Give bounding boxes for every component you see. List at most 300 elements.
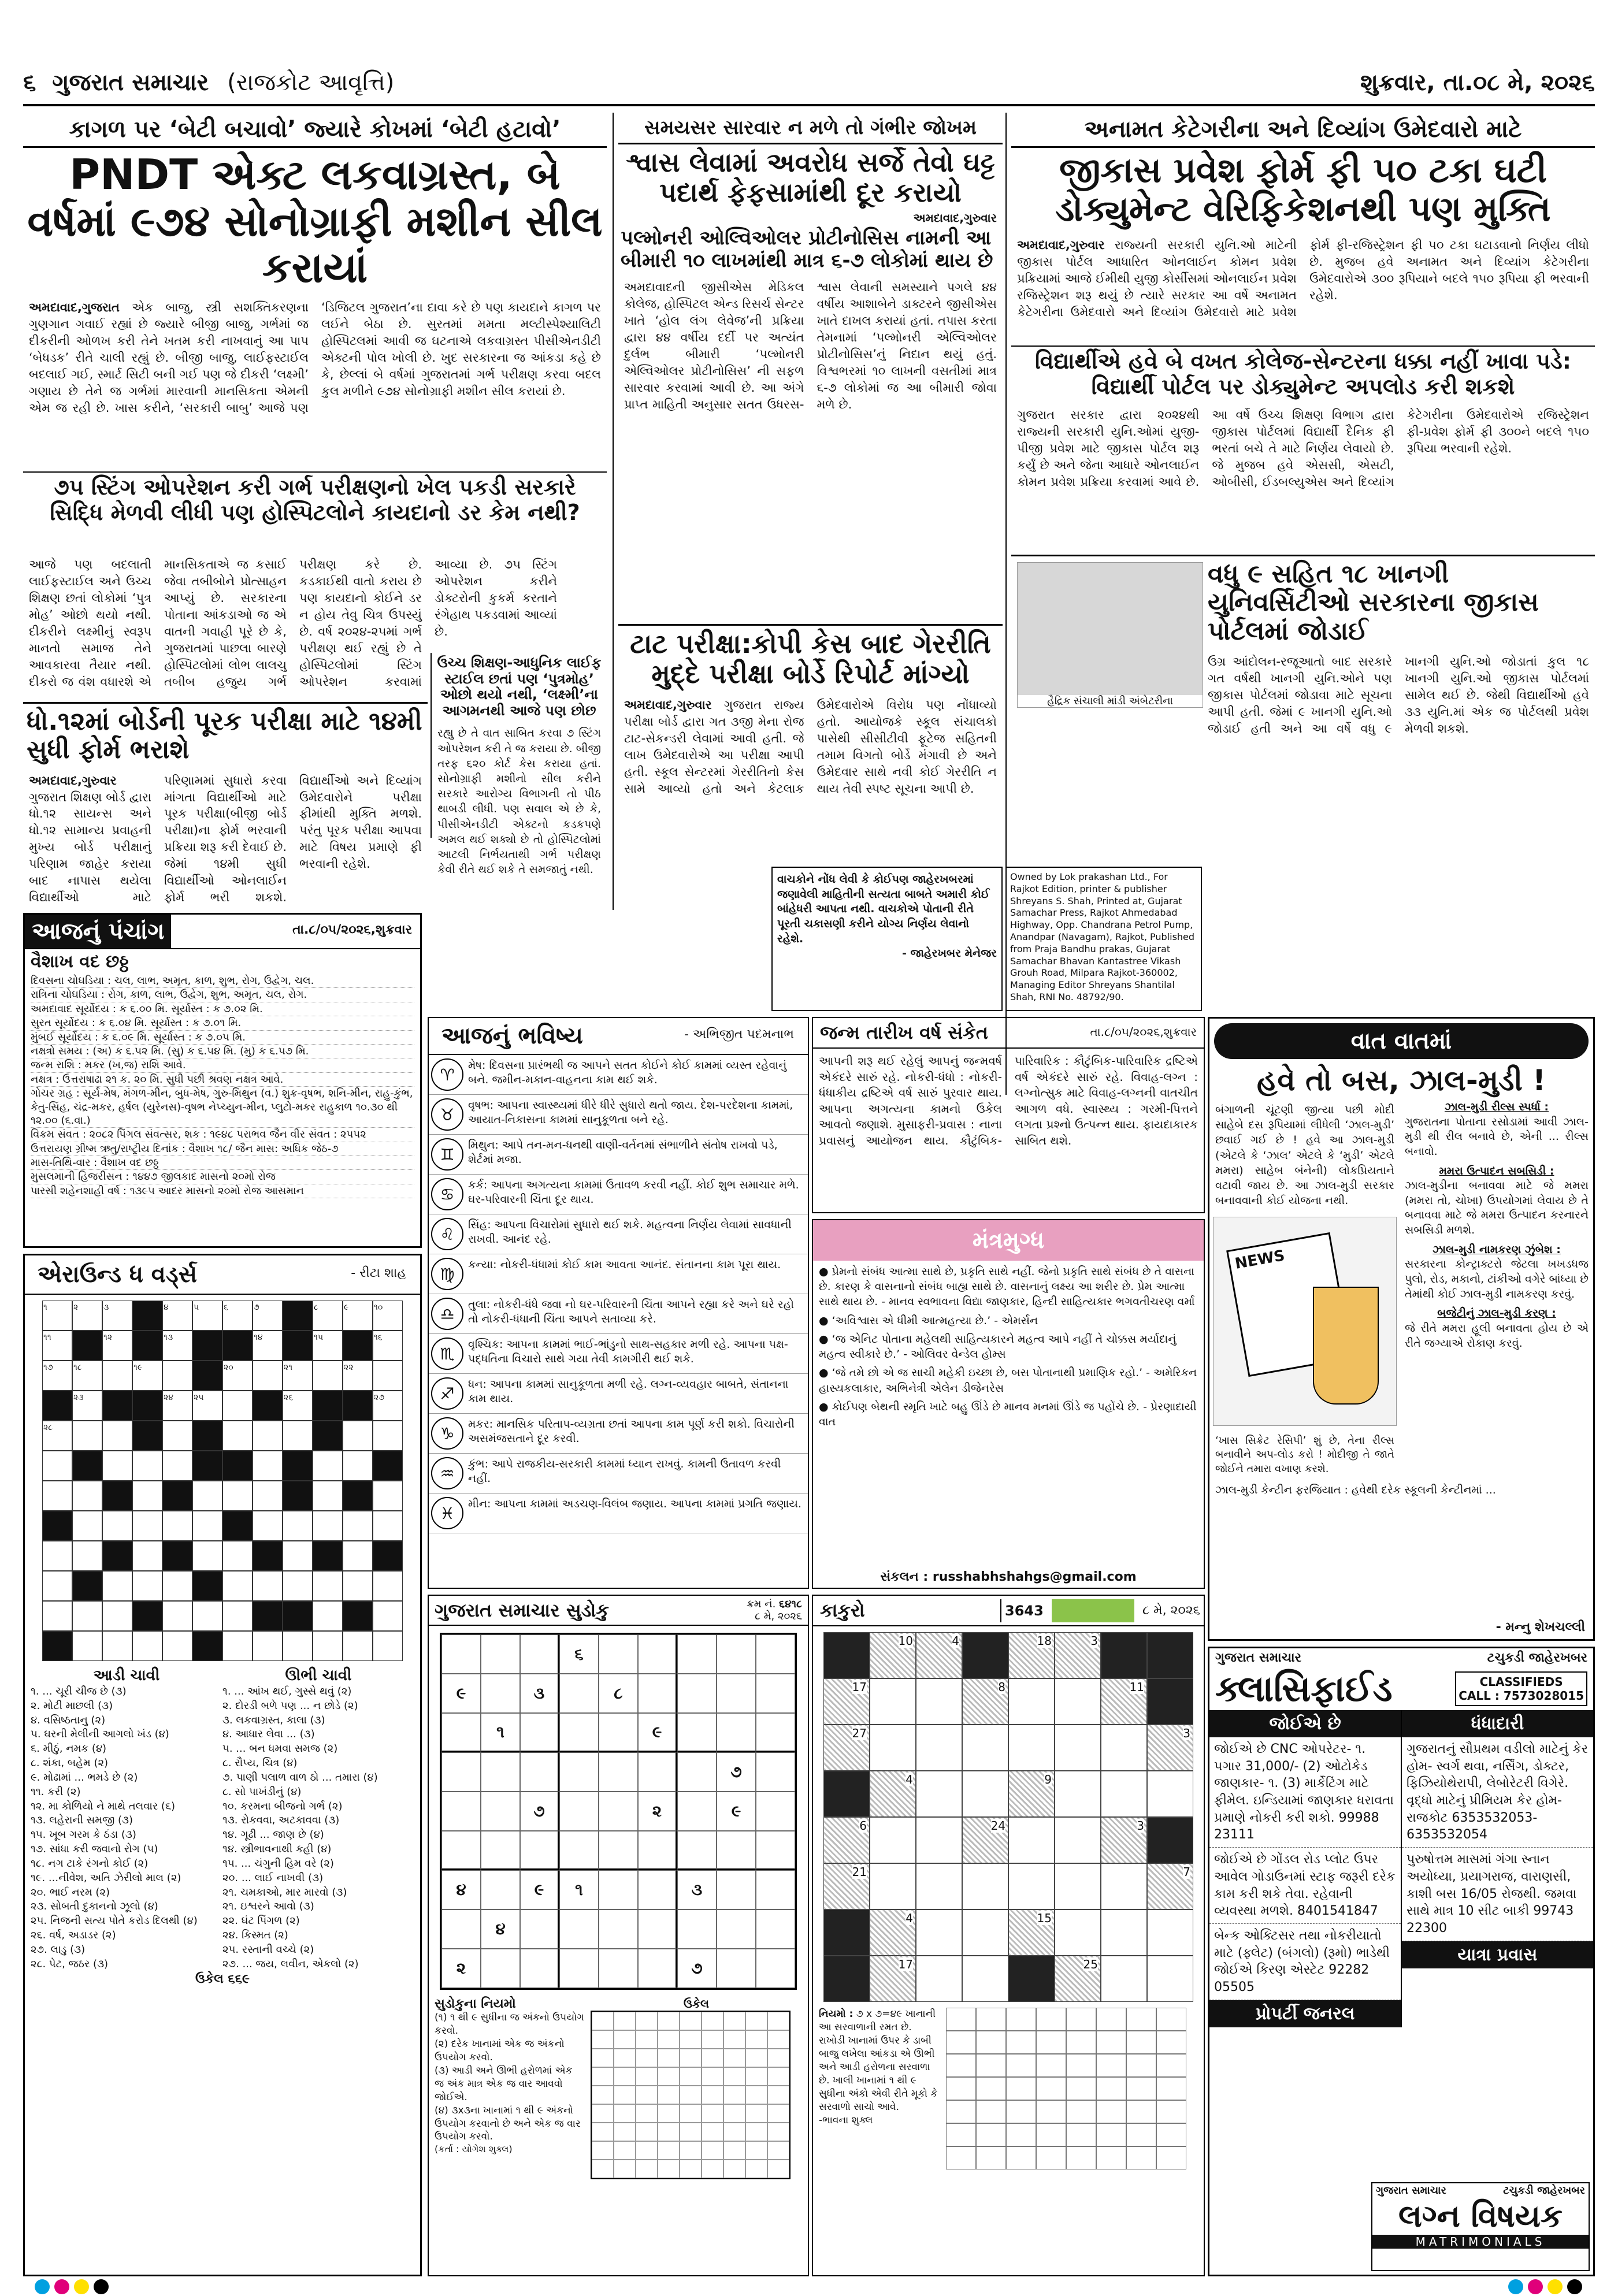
crossword-cell[interactable] — [343, 1631, 373, 1661]
sudoku-cell[interactable]: ૭ — [717, 1752, 756, 1792]
clue-across: ૨૮. પેટ, જઠર (૩) — [31, 1957, 109, 1970]
sudoku-cell[interactable] — [638, 1870, 677, 1909]
crossword-cell[interactable] — [162, 1361, 192, 1391]
sudoku-cell[interactable] — [559, 1752, 599, 1792]
crossword-cell[interactable] — [283, 1541, 313, 1571]
crossword-cell[interactable] — [373, 1301, 403, 1331]
kakuro-cell[interactable] — [962, 1725, 1008, 1771]
kakuro-solution-cell — [1036, 2054, 1066, 2077]
solution-cell — [680, 2030, 702, 2049]
crossword-cell[interactable] — [162, 1421, 192, 1451]
crossword-cell[interactable] — [72, 1511, 102, 1541]
crossword-cell[interactable] — [132, 1451, 162, 1481]
crossword-cell[interactable] — [192, 1541, 222, 1571]
sudoku-cell[interactable] — [599, 1909, 638, 1949]
clue-across: ૧૨. મા કોળિયો ને માથે તલવાર (૬) — [31, 1800, 176, 1812]
kakuro-bar — [1052, 1599, 1134, 1622]
masthead — [0, 0, 1618, 110]
crossword-cell[interactable] — [102, 1571, 132, 1601]
crossword-cell[interactable] — [222, 1301, 253, 1331]
zodiac-icon: ♎ — [431, 1298, 463, 1330]
lagna-en: MATRIMONIALS — [1372, 2235, 1589, 2249]
kakuro-cell[interactable] — [1008, 1725, 1055, 1771]
sudoku-cell[interactable] — [756, 1949, 795, 1988]
mantra-contact[interactable]: russhabhshahgs@gmail.com — [932, 1570, 1137, 1584]
crossword-cell[interactable] — [343, 1301, 373, 1331]
sudoku-cell[interactable] — [441, 1634, 481, 1674]
sudoku-cell[interactable]: ૪ — [441, 1870, 481, 1909]
crossword-cell[interactable] — [343, 1421, 373, 1451]
sudoku-cell[interactable] — [559, 1949, 599, 1988]
crossword-cell[interactable] — [102, 1631, 132, 1661]
zodiac-icon: ♉ — [431, 1098, 463, 1131]
kakuro-cell[interactable] — [1147, 1771, 1193, 1817]
sudoku-cell[interactable] — [559, 1909, 599, 1949]
crossword-cell[interactable] — [313, 1631, 343, 1661]
kakuro-solution-cell — [1156, 2100, 1186, 2123]
sudoku-cell[interactable] — [481, 1870, 520, 1909]
kakuro-cell[interactable] — [1101, 1909, 1147, 1956]
crossword-cell[interactable] — [162, 1451, 192, 1481]
crossword-cell[interactable] — [162, 1511, 192, 1541]
crossword-cell[interactable] — [343, 1511, 373, 1541]
reg-mark — [74, 2279, 89, 2294]
sudoku-cell[interactable] — [756, 1713, 795, 1752]
sudoku-cell[interactable] — [717, 1831, 756, 1870]
sudoku-cell[interactable] — [638, 1909, 677, 1949]
crossword-cell[interactable] — [42, 1451, 72, 1481]
crossword-cell[interactable] — [373, 1631, 403, 1661]
kakuro-cell[interactable] — [962, 1771, 1008, 1817]
crossword-cell[interactable] — [222, 1631, 253, 1661]
crossword-cell[interactable] — [343, 1361, 373, 1391]
cell-number: ૧ — [43, 1303, 47, 1312]
crossword-cell — [283, 1481, 313, 1511]
crossword-grid[interactable] — [42, 1301, 403, 1661]
solution-cell — [723, 2012, 745, 2030]
clue-down: ૧૦. કરમના બીજનો ગર્ભ (૨) — [222, 1800, 343, 1812]
kakuro-solution-cell — [1006, 2100, 1036, 2123]
kakuro-solution-cell — [1066, 2008, 1096, 2031]
crossword-cell[interactable] — [283, 1361, 313, 1391]
crossword-cell[interactable] — [42, 1421, 72, 1451]
crossword-cell[interactable] — [132, 1361, 162, 1391]
crossword-cell[interactable] — [313, 1451, 343, 1481]
sudoku-cell[interactable] — [520, 1634, 559, 1674]
sudoku-cell[interactable] — [599, 1949, 638, 1988]
crossword-cell[interactable] — [373, 1481, 403, 1511]
sudoku-cell[interactable]: ૬ — [559, 1634, 599, 1674]
kakuro-cell[interactable] — [1055, 1725, 1101, 1771]
jobs-list — [1209, 1737, 1401, 2000]
crossword-cell[interactable] — [72, 1481, 102, 1511]
solution-cell — [636, 2067, 658, 2086]
kakuro-cell[interactable] — [962, 1909, 1008, 1956]
crossword-cell[interactable] — [222, 1571, 253, 1601]
sudoku-cell[interactable] — [520, 1831, 559, 1870]
dateline: અમદાવાદ,ગુરુવાર — [29, 773, 117, 787]
kakuro-solution-cell — [1006, 2031, 1036, 2054]
kakuro-cell[interactable] — [1055, 1771, 1101, 1817]
story-private-univ — [1011, 555, 1595, 867]
kakuro-cell[interactable] — [1101, 1863, 1147, 1909]
crossword-cell[interactable] — [313, 1331, 343, 1361]
kakuro-solution-cell — [1126, 2146, 1156, 2169]
crossword-cell[interactable] — [373, 1571, 403, 1601]
sudoku-cell[interactable] — [677, 1713, 717, 1752]
kakuro-cell[interactable] — [962, 1956, 1008, 2002]
crossword-cell[interactable] — [283, 1631, 313, 1661]
crossword-cell[interactable] — [132, 1511, 162, 1541]
crossword-cell[interactable] — [343, 1451, 373, 1481]
crossword-cell[interactable] — [192, 1391, 222, 1421]
sudoku-cell[interactable] — [638, 1949, 677, 1988]
sudoku-cell[interactable]: ૩ — [520, 1674, 559, 1713]
sudoku-cell[interactable] — [520, 1713, 559, 1752]
crossword-cell[interactable] — [373, 1331, 403, 1361]
sudoku-cell[interactable] — [756, 1792, 795, 1831]
crossword-cell[interactable] — [313, 1511, 343, 1541]
crossword-cell[interactable] — [222, 1541, 253, 1571]
sudoku-cell[interactable] — [756, 1634, 795, 1674]
solution-cell — [658, 2067, 680, 2086]
crossword-cell[interactable] — [313, 1301, 343, 1331]
sudoku-cell[interactable] — [756, 1831, 795, 1870]
crossword-cell[interactable] — [132, 1541, 162, 1571]
sudoku-cell[interactable] — [638, 1674, 677, 1713]
sudoku-cell[interactable] — [599, 1792, 638, 1831]
kakuro-cell[interactable] — [916, 1909, 962, 1956]
kakuro-solution-cell — [1066, 2100, 1096, 2123]
crossword-cell[interactable] — [343, 1541, 373, 1571]
kakuro-clue: 4 — [952, 1634, 959, 1648]
crossword-cell[interactable] — [373, 1421, 403, 1451]
crossword-cell[interactable] — [102, 1301, 132, 1331]
sudoku-cell[interactable]: ૯ — [717, 1792, 756, 1831]
solution-cell — [636, 2086, 658, 2104]
sudoku-cell[interactable] — [481, 1949, 520, 1988]
sudoku-cell[interactable] — [638, 1831, 677, 1870]
crossword-cell[interactable] — [253, 1301, 283, 1331]
crossword-cell[interactable] — [102, 1361, 132, 1391]
crossword-cell[interactable] — [222, 1361, 253, 1391]
sudoku-cell[interactable] — [677, 1634, 717, 1674]
solution-cell — [614, 2086, 636, 2104]
clue-across: ૪. વસિષ્ઠતાનુ (૨) — [31, 1714, 106, 1726]
crossword-cell[interactable] — [253, 1331, 283, 1361]
crossword-cell[interactable] — [192, 1601, 222, 1631]
kakuro-cell — [870, 1909, 916, 1956]
sudoku-cell[interactable] — [717, 1949, 756, 1988]
kakuro-grid[interactable] — [823, 1632, 1193, 2002]
sudoku-cell[interactable]: ૨ — [441, 1949, 481, 1988]
cell-number: ૨ — [73, 1303, 79, 1312]
crossword-cell[interactable] — [253, 1361, 283, 1391]
kakuro-cell[interactable] — [1008, 1817, 1055, 1863]
crossword-cell[interactable] — [343, 1571, 373, 1601]
crossword-cell[interactable] — [253, 1451, 283, 1481]
sudoku-number: ૬૪૧૮ — [779, 1598, 802, 1610]
crossword-cell[interactable] — [313, 1601, 343, 1631]
crossword-cell[interactable] — [42, 1481, 72, 1511]
sudoku-cell[interactable] — [717, 1909, 756, 1949]
kakuro-solution-cell — [946, 2008, 976, 2031]
crossword-cell — [313, 1421, 343, 1451]
crossword-cell[interactable] — [162, 1391, 192, 1421]
sudoku-cell[interactable] — [481, 1792, 520, 1831]
crossword-cell — [222, 1451, 253, 1481]
sudoku-cell[interactable] — [481, 1674, 520, 1713]
sudoku-cell[interactable] — [677, 1831, 717, 1870]
sudoku-cell[interactable] — [520, 1909, 559, 1949]
sudoku-cell[interactable]: ૩ — [677, 1870, 717, 1909]
solution-cell — [745, 2067, 767, 2086]
sudoku-cell[interactable] — [481, 1634, 520, 1674]
crossword-cell[interactable] — [72, 1421, 102, 1451]
kakuro-clue: 6 — [859, 1819, 867, 1833]
rashi-list — [429, 1055, 808, 1533]
crossword-cell[interactable] — [132, 1571, 162, 1601]
bhavishya-box — [428, 1017, 809, 1589]
sudoku-cell[interactable]: ૨ — [638, 1792, 677, 1831]
crossword-cell[interactable] — [373, 1511, 403, 1541]
sudoku-brand: ગુજરાત સમાચાર — [435, 1599, 560, 1621]
sudoku-cell[interactable] — [599, 1831, 638, 1870]
rashi-row — [429, 1374, 808, 1414]
solution-cell — [745, 2160, 767, 2178]
kakuro-solution-cell — [1096, 2100, 1126, 2123]
sudoku-cell[interactable] — [677, 1674, 717, 1713]
kakuro-cell[interactable] — [916, 1817, 962, 1863]
crossword-cell[interactable] — [283, 1391, 313, 1421]
sudoku-cell[interactable] — [441, 1792, 481, 1831]
kakuro-cell[interactable] — [1055, 1863, 1101, 1909]
crossword-cell[interactable] — [42, 1331, 72, 1361]
sudoku-cell[interactable] — [599, 1713, 638, 1752]
kakuro-cell[interactable] — [1008, 1678, 1055, 1725]
sudoku-cell[interactable] — [559, 1792, 599, 1831]
crossword-cell[interactable] — [42, 1541, 72, 1571]
crossword-cell[interactable] — [373, 1361, 403, 1391]
sec-business: ધંધાદારી — [1402, 1710, 1593, 1737]
rashi-text: કર્ક: આપના અગત્યના કામમાં ઉતાવળ કરવી નહીં. કોઈ શુભ સમાચાર મળે. ઘર-પરિવારની ચિંતા દૂર થાય. — [468, 1179, 799, 1206]
kakuro-cell[interactable] — [1147, 1909, 1193, 1956]
kakuro-cell[interactable] — [1101, 1771, 1147, 1817]
crossword-cell[interactable] — [373, 1391, 403, 1421]
classified-call[interactable]: CALL : 7573028015 — [1459, 1689, 1584, 1703]
sudoku-rule: (૩) આડી અને ઊભી હરોળમાં એક જ અંક માત્ર એક જ વાર આવવો જોઈએ. — [435, 2064, 573, 2103]
solution-cell — [592, 2141, 614, 2160]
crossword-cell[interactable] — [162, 1301, 192, 1331]
kakuro-solution-cell — [946, 2123, 976, 2146]
sudoku-cell[interactable]: ૯ — [638, 1713, 677, 1752]
solution-cell — [767, 2012, 789, 2030]
crossword-cell[interactable] — [72, 1391, 102, 1421]
crossword-cell[interactable] — [162, 1331, 192, 1361]
crossword-cell[interactable] — [102, 1451, 132, 1481]
panchang-row: મુંબઈ સૂર્યોદય : ક ૬.૦૯ મિ. સૂર્યાસ્ત : ક ૭.૦૫ મિ. — [31, 1031, 414, 1045]
crossword-cell[interactable] — [42, 1571, 72, 1601]
clue-down: ૧૪. ગૂઢી ... જાણ છે (૪) — [222, 1829, 324, 1841]
sudoku-cell[interactable] — [441, 1752, 481, 1792]
solution-cell — [723, 2160, 745, 2178]
crossword-cell[interactable] — [222, 1481, 253, 1511]
sudoku-cell[interactable] — [599, 1752, 638, 1792]
kakuro-clue: 17 — [852, 1680, 867, 1694]
crossword-cell[interactable] — [132, 1631, 162, 1661]
sudoku-grid[interactable] — [440, 1633, 797, 1990]
sudoku-cell[interactable] — [717, 1870, 756, 1909]
crossword-cell[interactable] — [222, 1391, 253, 1421]
sudoku-cell[interactable]: ૧ — [559, 1870, 599, 1909]
crossword-cell[interactable] — [72, 1601, 102, 1631]
sudoku-cell[interactable] — [520, 1949, 559, 1988]
sudoku-cell[interactable] — [441, 1831, 481, 1870]
sudoku-cell[interactable] — [717, 1634, 756, 1674]
clue-across: ૨૫. નિજની સત્ય પોતે કરોડ દિલથી (૪) — [31, 1915, 198, 1927]
kakuro-cell[interactable] — [1055, 1817, 1101, 1863]
crossword-cell[interactable] — [162, 1601, 192, 1631]
kakuro-cell[interactable] — [916, 1863, 962, 1909]
crossword-cell[interactable] — [253, 1571, 283, 1601]
sudoku-cell[interactable] — [481, 1831, 520, 1870]
sudoku-cell[interactable]: ૭ — [677, 1949, 717, 1988]
kakuro-cell[interactable] — [870, 1678, 916, 1725]
kakuro-cell — [870, 1771, 916, 1817]
kakuro-solution-cell — [1066, 2031, 1096, 2054]
crossword-cell[interactable] — [102, 1421, 132, 1451]
sudoku-cell[interactable] — [677, 1792, 717, 1831]
crossword-cell[interactable] — [283, 1421, 313, 1451]
crossword-cell — [253, 1601, 283, 1631]
kakuro-cell[interactable] — [1147, 1956, 1193, 2002]
solution-cell — [745, 2123, 767, 2141]
crossword-cell[interactable] — [132, 1481, 162, 1511]
crossword-cell[interactable] — [283, 1511, 313, 1541]
sudoku-cell[interactable] — [717, 1713, 756, 1752]
kakuro-cell — [1147, 1632, 1193, 1678]
crossword-cell[interactable] — [192, 1301, 222, 1331]
kakuro-cell[interactable] — [870, 1725, 916, 1771]
crossword-cell[interactable] — [102, 1331, 132, 1361]
sudoku-cell[interactable] — [441, 1909, 481, 1949]
sudoku-cell[interactable] — [441, 1713, 481, 1752]
kakuro-cell[interactable] — [870, 1817, 916, 1863]
sudoku-cell[interactable] — [520, 1752, 559, 1792]
kakuro-solution-cell — [1006, 2054, 1036, 2077]
crossword-cell — [192, 1571, 222, 1601]
crossword-cell[interactable] — [162, 1571, 192, 1601]
sudoku-cell[interactable] — [638, 1634, 677, 1674]
sudoku-cell[interactable]: ૭ — [520, 1792, 559, 1831]
crossword-cell[interactable] — [253, 1631, 283, 1661]
crossword-cell[interactable] — [72, 1541, 102, 1571]
sudoku-cell[interactable] — [481, 1752, 520, 1792]
sudoku-cell[interactable]: ૧ — [481, 1713, 520, 1752]
kakuro-cell[interactable] — [962, 1863, 1008, 1909]
crossword-cell[interactable] — [42, 1601, 72, 1631]
sudoku-cell[interactable] — [559, 1713, 599, 1752]
sudoku-cell[interactable] — [756, 1909, 795, 1949]
sudoku-cell[interactable]: ૯ — [441, 1674, 481, 1713]
crossword-cell[interactable] — [162, 1631, 192, 1661]
zodiac-icon: ♑ — [431, 1417, 463, 1450]
crossword-cell[interactable] — [102, 1601, 132, 1631]
story-body — [23, 295, 607, 471]
kakuro-cell[interactable] — [916, 1725, 962, 1771]
kakuro-cell[interactable] — [1055, 1909, 1101, 1956]
kakuro-cell — [823, 1725, 870, 1771]
sudoku-cell[interactable] — [599, 1634, 638, 1674]
vaat-headline: હવે તો બસ, ઝાલ-મુડી ! — [1257, 1064, 1546, 1097]
janmatarikh-body: આપની શરૂ થઈ રહેલું આપનું જન્મવર્ષ એકંદરે સારું રહે. નોકરી-ધંધો : નોકરી-ધંધાકીય દ્રષ્ટિએ વર્ષ સારું પુરવાર થાય. આપના અગત્યના કામનો ઉકેલ આવતો જણાશે. મુસાફરી-પ્રવાસ : નાના પ્રવાસનું આયોજન થાય. કૌટુંબિક-પારિવારિક : કૌટુંબિક-પારિવારિક દ્રષ્ટિએ વર્ષ એકંદરે સારું રહે. વિવાહ-લગ્ન : લગ્નોત્સુક માટે વિવાહ-લગ્નની વાતચીત આગળ વધે. સ્વાસ્થ્ય : ગરમી-પિત્તને લગતા પ્રશ્નો ઉત્પન્ન થાય. ફાયદાકારક સાબિત થશે. — [819, 1054, 1198, 1147]
crossword-cell[interactable] — [102, 1511, 132, 1541]
sudoku-cell[interactable] — [756, 1674, 795, 1713]
kakuro-cell — [962, 1817, 1008, 1863]
sudoku-cell[interactable] — [599, 1870, 638, 1909]
kakuro-cell[interactable] — [870, 1863, 916, 1909]
story-subhead: વિદ્યાર્થીએ હવે બે વખત કોલેજ-સેન્ટરના ધક્કા નહીં ખાવા પડે: વિદ્યાર્થી પોર્ટલ પર ડોક્યુમેન્ટ અપલોડ કરી શકશે — [1011, 345, 1595, 402]
crossword-cell[interactable] — [253, 1481, 283, 1511]
solution-cell — [767, 2141, 789, 2160]
sudoku-cell[interactable] — [559, 1674, 599, 1713]
kakuro-cell[interactable] — [1008, 1863, 1055, 1909]
vaat-sections — [1400, 1098, 1593, 1481]
panchang-title: આજનું પંચાંગ — [25, 915, 171, 948]
crossword-cell[interactable] — [313, 1361, 343, 1391]
kakuro-cell[interactable] — [916, 1771, 962, 1817]
sudoku-cell[interactable]: ૪ — [481, 1909, 520, 1949]
sudoku-cell[interactable]: ૮ — [599, 1674, 638, 1713]
sudoku-solution-label: ઉકેલ — [683, 1997, 710, 2011]
reg-mark — [1548, 2279, 1563, 2294]
sec-jobs: જોઈએ છે — [1209, 1710, 1401, 1737]
crossword-cell[interactable] — [192, 1481, 222, 1511]
sudoku-cell[interactable] — [638, 1752, 677, 1792]
kakuro-cell[interactable] — [1101, 1956, 1147, 2002]
crossword-cell[interactable] — [42, 1301, 72, 1331]
cell-number: ૧૨ — [103, 1333, 113, 1342]
crossword-cell[interactable] — [253, 1421, 283, 1451]
cell-number: ૮ — [314, 1303, 318, 1312]
sudoku-cell[interactable] — [756, 1870, 795, 1909]
kakuro-solution-cell — [1006, 2146, 1036, 2169]
crossword-cell[interactable] — [192, 1511, 222, 1541]
crossword-cell[interactable] — [42, 1361, 72, 1391]
crossword-cell[interactable] — [373, 1601, 403, 1631]
kakuro-cell[interactable] — [916, 1678, 962, 1725]
sudoku-cell[interactable]: ૯ — [520, 1870, 559, 1909]
crossword-cell[interactable] — [313, 1481, 343, 1511]
crossword-cell[interactable] — [72, 1631, 102, 1661]
kakuro-cell[interactable] — [1101, 1725, 1147, 1771]
kakuro-cell[interactable] — [916, 1956, 962, 2002]
crossword-cell[interactable] — [283, 1571, 313, 1601]
crossword-cell[interactable] — [72, 1361, 102, 1391]
crossword-cell[interactable] — [313, 1571, 343, 1601]
crossword-cell[interactable] — [253, 1511, 283, 1541]
sudoku-cell[interactable] — [756, 1752, 795, 1792]
crossword-cell[interactable] — [222, 1601, 253, 1631]
sudoku-cell[interactable] — [717, 1674, 756, 1713]
crossword-cell[interactable] — [72, 1301, 102, 1331]
sudoku-cell[interactable] — [677, 1752, 717, 1792]
sudoku-cell[interactable] — [677, 1909, 717, 1949]
kakuro-cell[interactable] — [1055, 1678, 1101, 1725]
sudoku-cell[interactable] — [559, 1831, 599, 1870]
kakuro-clue: 24 — [990, 1819, 1005, 1833]
crossword-cell[interactable] — [222, 1421, 253, 1451]
